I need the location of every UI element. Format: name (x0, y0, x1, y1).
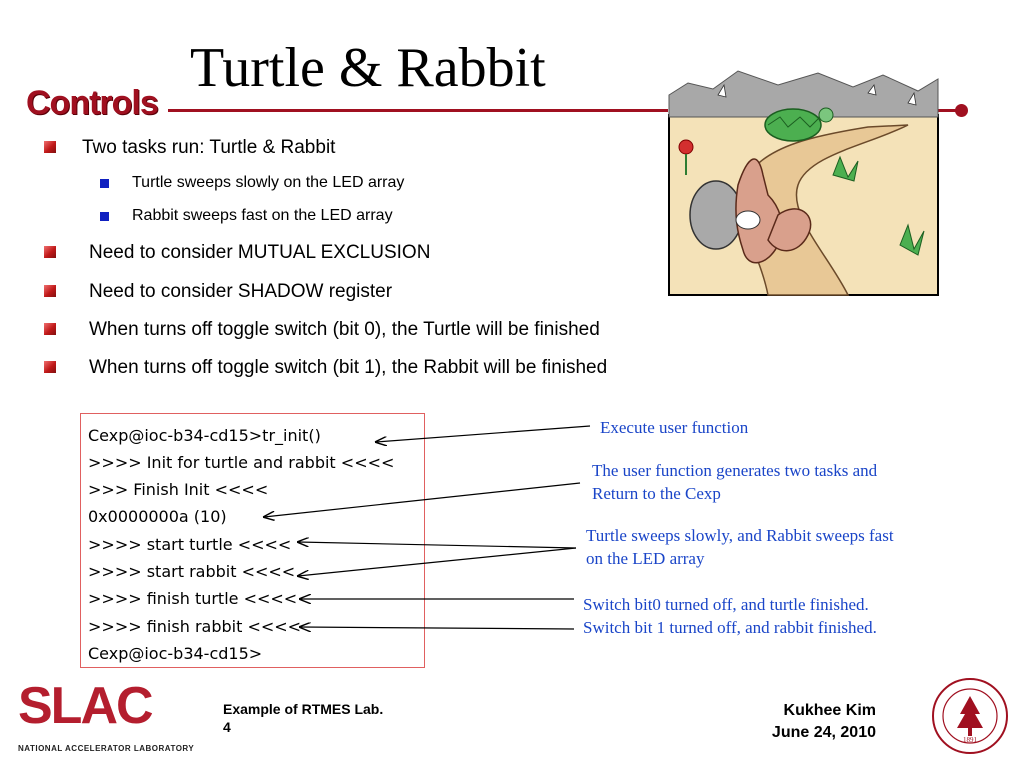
arrow-finish-rabbit (300, 627, 574, 629)
sub-bullet-2-text: Rabbit sweeps fast on the LED array (132, 207, 393, 224)
note-generates: The user function generates two tasks and Return to the Cexp (592, 461, 878, 503)
page-number: 4 (223, 719, 231, 736)
note-sweeps: Turtle sweeps slowly, and Rabbit sweeps fast on the LED array (586, 526, 894, 568)
footer-lab-name: Example of RTMES Lab. (223, 701, 384, 717)
bullet-5-text: When turns off toggle switch (bit 1), the Rabbit will be finished (89, 357, 608, 378)
note-execute: Execute user function (600, 418, 749, 437)
bullet-2-text: Need to consider MUTUAL EXCLUSION (89, 242, 431, 263)
footer-author-block (772, 700, 876, 745)
note-switch: Switch bit0 turned off, and turtle finished. Switch bit 1 turned off, and rabbit finished. (583, 595, 877, 637)
bullet-4-text: When turns off toggle switch (bit 0), the Turtle will be finished (89, 319, 600, 340)
console-line: >>> Finish Init <<<< (88, 480, 269, 499)
controls-brand: Controls (26, 84, 158, 122)
arrow-start-rabbit (298, 548, 576, 576)
console-line: >>>> finish rabbit <<<< (88, 617, 302, 636)
console-line: >>>> Init for turtle and rabbit <<<< (88, 453, 395, 472)
console-line: >>>> finish turtle <<<< (88, 589, 298, 608)
stanford-seal (930, 676, 1010, 756)
console-line: Cexp@ioc-b34-cd15>tr_init() (88, 426, 321, 445)
slac-logo-subtext: NATIONAL ACCELERATOR LABORATORY (18, 744, 195, 753)
console-line: >>>> start rabbit <<<< (88, 562, 296, 581)
sub-bullet-1-text: Turtle sweeps slowly on the LED array (132, 174, 405, 191)
slide-title: Turtle & Rabbit (190, 37, 546, 99)
presentation-date: June 24, 2010 (771, 724, 876, 742)
slac-logo: SLAC (18, 677, 152, 735)
console-line: 0x0000000a (10) (88, 507, 227, 526)
arrow-start-turtle (298, 542, 576, 548)
arrow-return (264, 483, 580, 517)
console-line: >>>> start turtle <<<< (88, 535, 292, 554)
author-name: Kukhee Kim (783, 702, 876, 719)
bullet-3-text: Need to consider SHADOW register (89, 281, 393, 302)
bullet-1-text: Two tasks run: Turtle & Rabbit (82, 137, 336, 158)
footer-center (223, 700, 383, 736)
arrow-execute (376, 426, 590, 442)
console-line: Cexp@ioc-b34-cd15> (88, 644, 263, 663)
seal-year: 1891 (963, 736, 977, 744)
